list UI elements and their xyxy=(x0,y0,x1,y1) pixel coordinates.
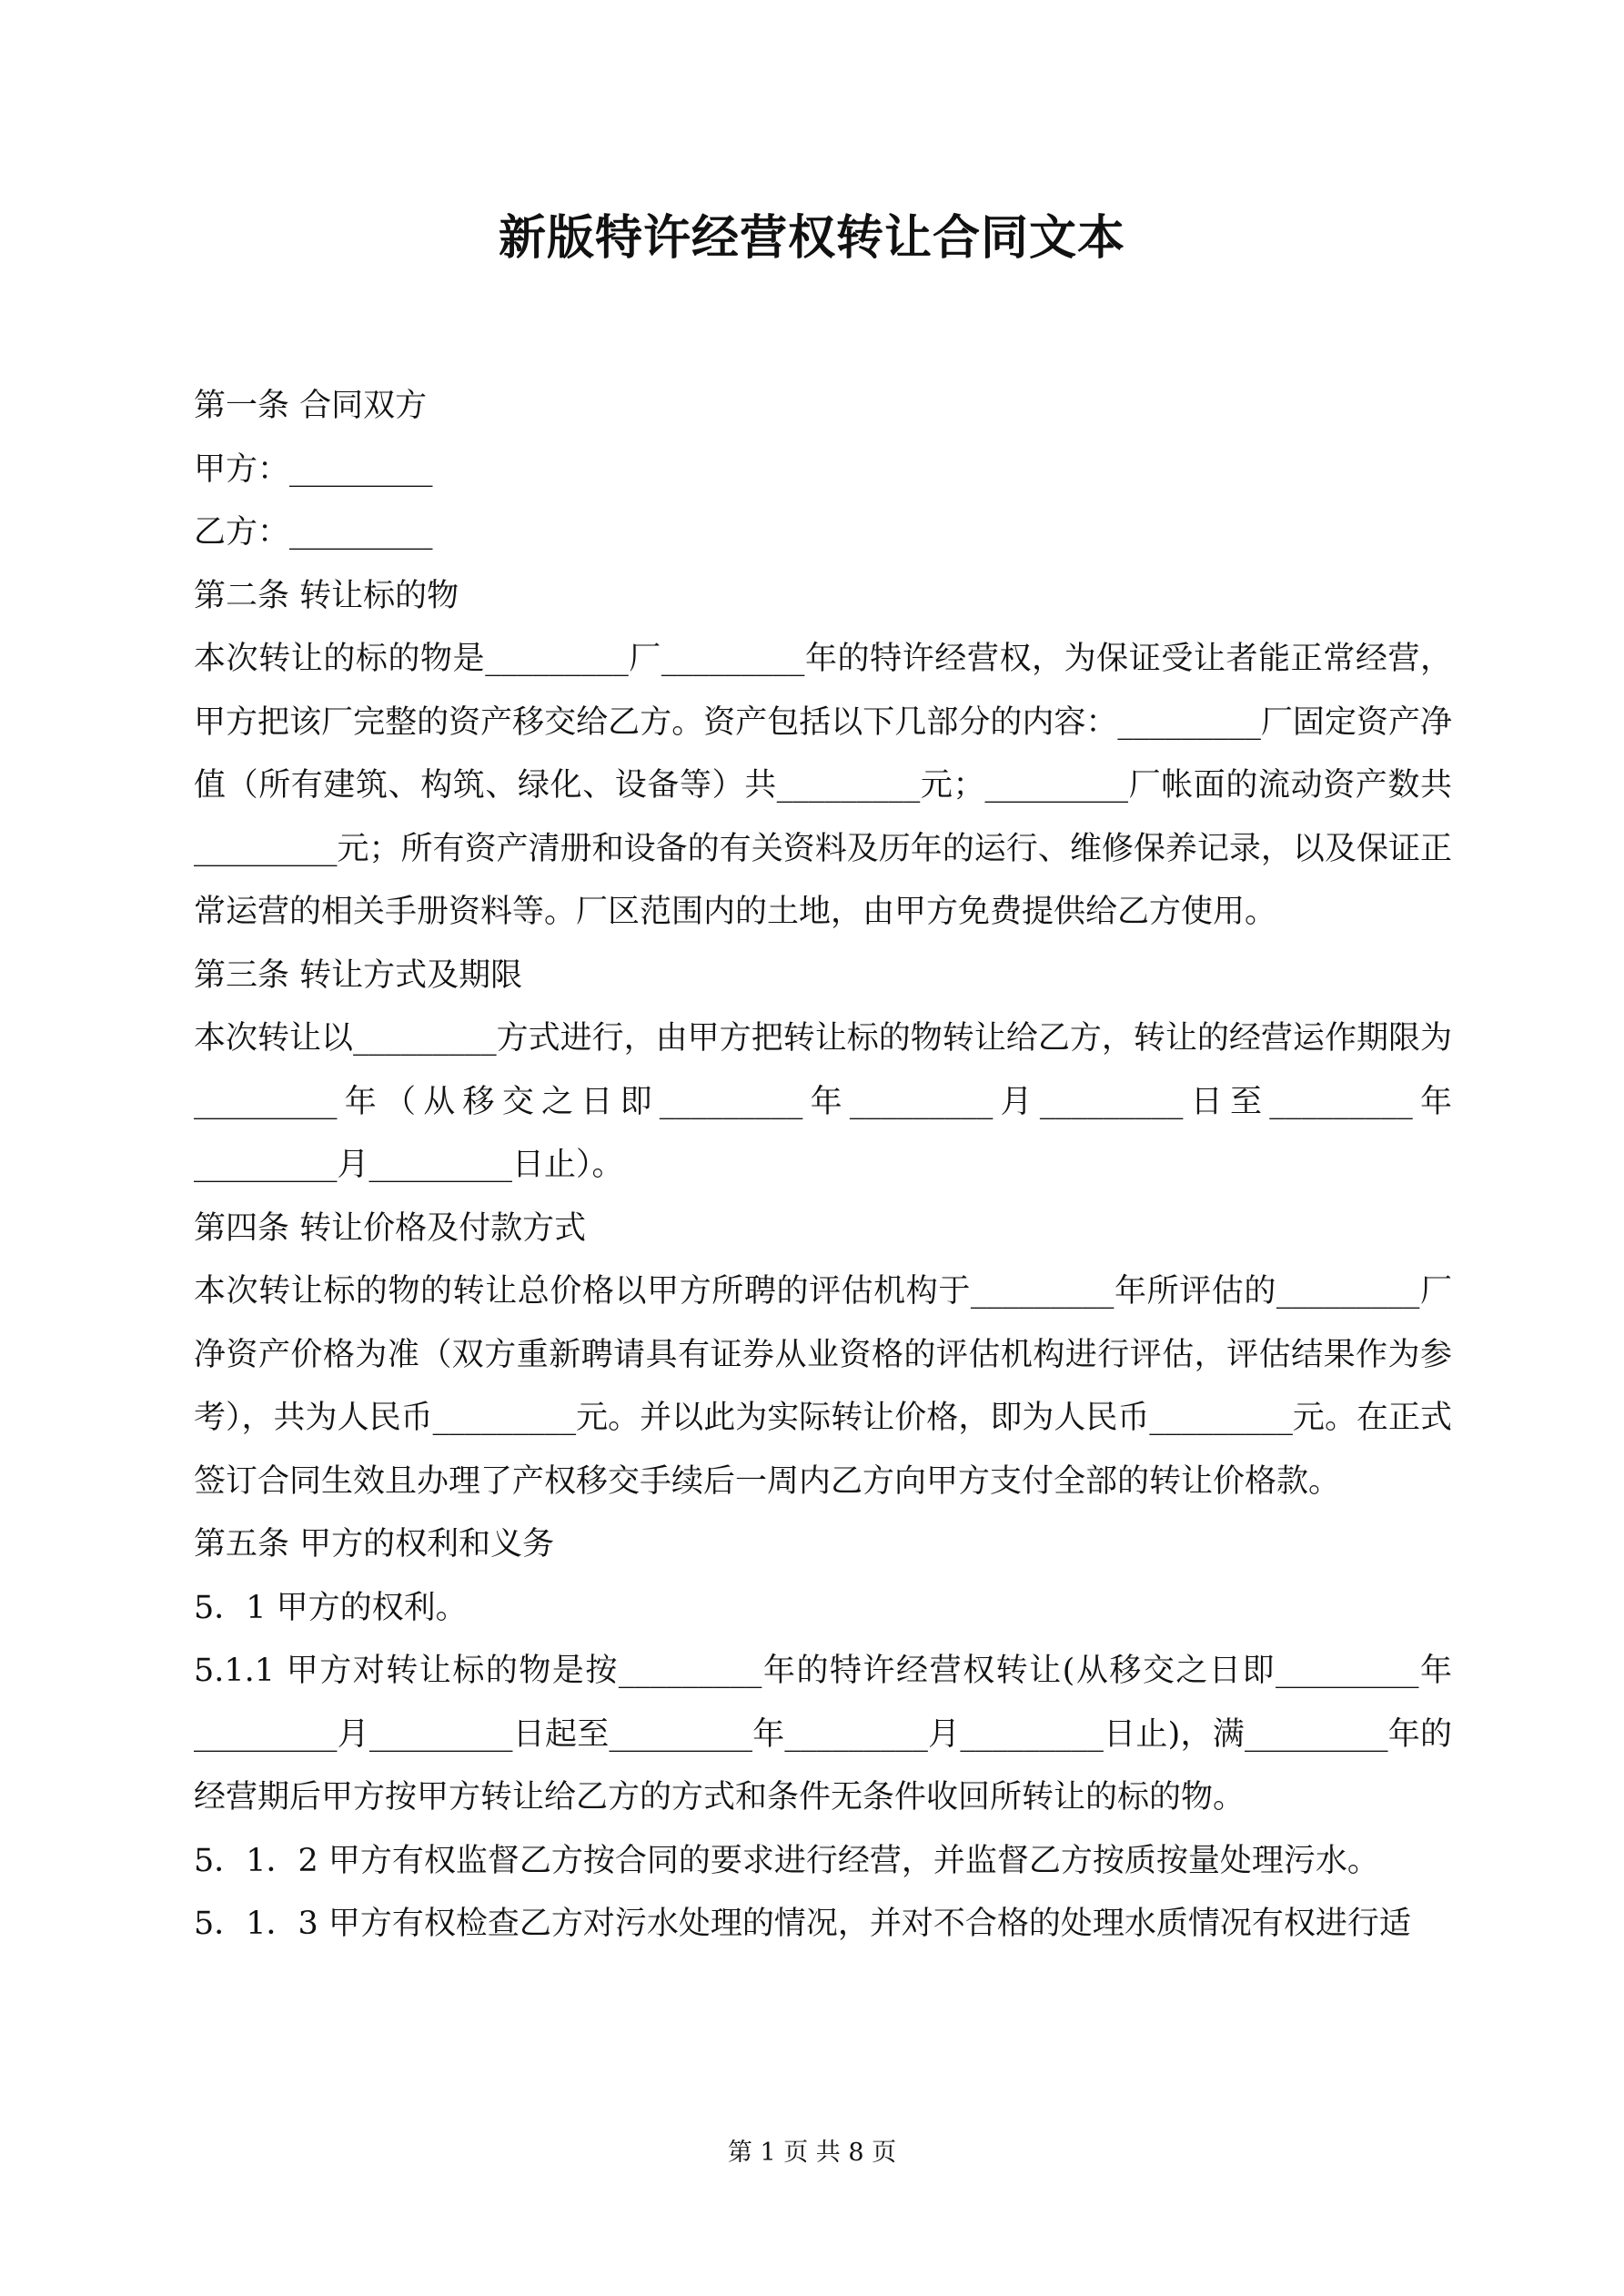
article-2-body: 本次转让的标的物是_________厂_________年的特许经营权，为保证受让者能正常经营，甲方把该厂完整的资产移交给乙方。资产包括以下几部分的内容：_________厂固定资产净值（所有建筑、构筑、绿化、设备等）共_________元；_________厂帐面的流动资产数共_________元；所有资产清册和设备的有关资料及历年的运行、维修保养记录，以及保证正常运营的相关手册资料等。厂区范围内的土地，由甲方免费提供给乙方使用。 xyxy=(194,641,1452,930)
clause-5-1: 5．1 甲方的权利。 xyxy=(194,1589,468,1626)
article-4-body: 本次转让标的物的转让总价格以甲方所聘的评估机构于_________年所评估的_________厂净资产价格为准（双方重新聘请具有证券从业资格的评估机构进行评估，评估结果作为参考），共为人民币_________元。并以此为实际转让价格，即为人民币_________元。在正式签订合同生效且办理了产权移交手续后一周内乙方向甲方支付全部的转让价格款。 xyxy=(194,1273,1452,1500)
article-4-heading: 第四条 转让价格及付款方式 xyxy=(194,1209,587,1247)
party-b-line: 乙方：_________ xyxy=(194,514,433,551)
clause-5-1-2: 5．1．2 甲方有权监督乙方按合同的要求进行经营，并监督乙方按质按量处理污水。 xyxy=(194,1842,1379,1879)
article-2-heading: 第二条 转让标的物 xyxy=(194,577,459,614)
article-1-heading: 第一条 合同双方 xyxy=(194,388,428,424)
article-5-heading: 第五条 甲方的权利和义务 xyxy=(194,1526,555,1563)
document-body xyxy=(194,375,1452,1957)
party-a-line: 甲方：_________ xyxy=(194,450,433,488)
clause-5-1-3: 5．1．3 甲方有权检查乙方对污水处理的情况，并对不合格的处理水质情况有权进行适 xyxy=(194,1906,1411,1942)
clause-5-1-1: 5.1.1 甲方对转让标的物是按_________年的特许经营权转让(从移交之日即_________年_________月_________日起至_________年_________月_________日止)，满_________年的经营期后甲方按甲方转让给乙方的方式和条件无条件收回所转让的标的物。 xyxy=(194,1653,1452,1816)
page-footer: 第 1 页 共 8 页 xyxy=(727,2139,897,2167)
article-3-heading: 第三条 转让方式及期限 xyxy=(194,956,523,994)
article-3-body: 本次转让以_________方式进行，由甲方把转让标的物转让给乙方，转让的经营运作期限为_________年（从移交之日即_________年_________月_________日至_________年_________月_________日止）。 xyxy=(194,1020,1452,1183)
document-title: 新版特许经营权转让合同文本 xyxy=(498,210,1125,266)
